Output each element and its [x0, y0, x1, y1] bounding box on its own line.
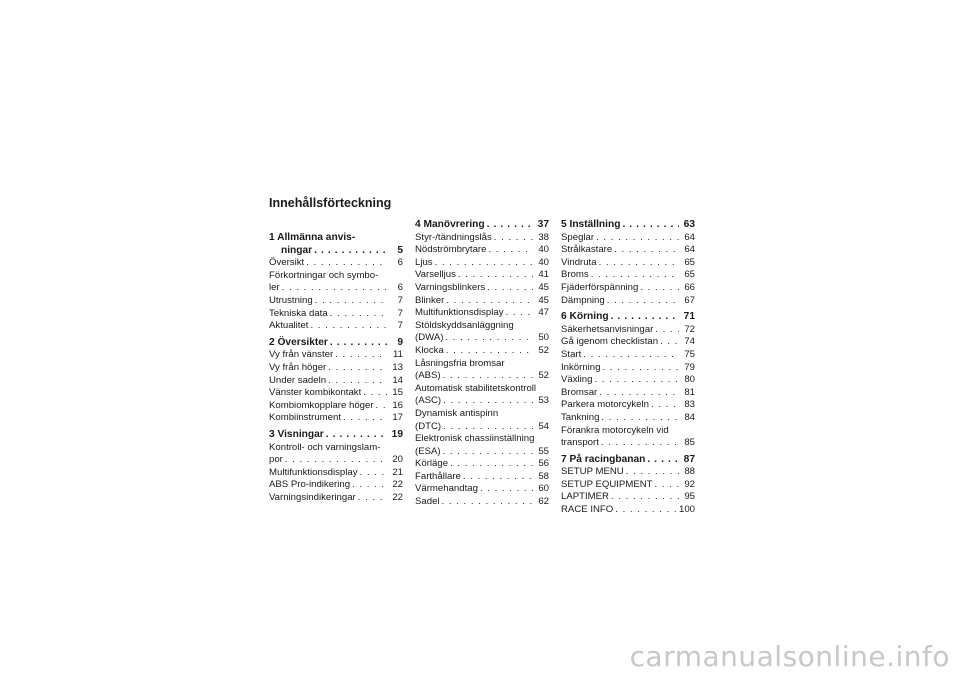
toc-column-1 [269, 232, 403, 504]
toc-entry-title: (DTC) [415, 420, 442, 432]
toc-page-number: 45 [538, 281, 549, 293]
toc-entry[interactable] [415, 269, 549, 282]
toc-entry-title: Varningsindikeringar [269, 491, 356, 503]
dot-leader [285, 454, 387, 467]
toc-entry-title-line: Kontroll- och varningslam- [269, 441, 381, 453]
dot-leader [335, 349, 387, 362]
watermark: carmanualsonline.info [629, 640, 950, 673]
toc-page-number: 66 [684, 281, 695, 293]
toc-page-number: 45 [538, 294, 549, 306]
toc-entry[interactable] [561, 282, 695, 295]
toc-entry[interactable] [561, 349, 695, 362]
toc-entry-title-line: Dynamisk antispinn [415, 407, 499, 419]
toc-entry[interactable] [561, 324, 695, 337]
toc-page-number: 84 [684, 411, 695, 423]
toc-entry-title: Parkera motorcykeln [561, 399, 649, 411]
dot-leader [601, 412, 679, 425]
toc-entry[interactable] [415, 307, 549, 320]
toc-page-number: 40 [538, 244, 549, 256]
toc-page-number: 6 [397, 257, 403, 269]
toc-entry[interactable] [415, 496, 549, 509]
dot-leader [446, 345, 533, 358]
toc-page-number: 15 [392, 387, 403, 399]
toc-page-number: 63 [683, 219, 695, 230]
dot-leader [626, 466, 679, 479]
toc-entry[interactable] [561, 466, 695, 479]
toc-page-number: 5 [397, 244, 403, 256]
toc-entry[interactable] [415, 433, 549, 458]
toc-entry[interactable] [415, 483, 549, 496]
toc-page-number: 41 [538, 269, 549, 281]
toc-page-number: 85 [684, 437, 695, 449]
dot-leader [647, 454, 679, 467]
toc-page-number: 54 [538, 420, 549, 432]
toc-entry-title: Ljus [415, 256, 433, 268]
dot-leader [480, 483, 533, 496]
toc-page-number: 14 [392, 374, 403, 386]
toc-page-number: 50 [538, 332, 549, 344]
dot-leader [314, 245, 387, 258]
toc-page-number: 62 [538, 496, 549, 508]
toc-page-number: 13 [392, 361, 403, 373]
toc-entry-title: Farthållare [415, 470, 461, 482]
dot-leader [352, 479, 387, 492]
toc-entry-title: Multifunktionsdisplay [269, 466, 358, 478]
toc-page-number: 71 [683, 311, 695, 323]
dot-leader [583, 349, 679, 362]
dot-leader [328, 362, 387, 375]
toc-page-number: 37 [537, 219, 549, 230]
toc-entry-title: Under sadeln [269, 374, 327, 386]
toc-entry-title: Styr-/tändningslås [415, 231, 492, 243]
toc-page-number: 11 [393, 349, 403, 361]
toc-entry[interactable] [415, 295, 549, 308]
toc-entry-title: 2 Översikter [269, 336, 328, 348]
toc-entry-title-line: Förkortningar och symbo- [269, 269, 379, 281]
dot-leader [435, 257, 533, 270]
dot-leader [358, 492, 387, 505]
dot-leader [611, 311, 679, 324]
toc-entry[interactable] [269, 479, 403, 492]
toc-entry-title: Aktualitet [269, 320, 309, 332]
toc-entry[interactable] [561, 399, 695, 412]
page-title: Innehållsförteckning [269, 196, 392, 210]
toc-entry[interactable] [561, 362, 695, 375]
toc-entry-title: ningar [281, 244, 313, 256]
toc-entry-title: transport [561, 437, 599, 449]
toc-entry-title: Vy från höger [269, 361, 327, 373]
toc-entry[interactable] [269, 467, 403, 480]
toc-entry[interactable] [561, 269, 695, 282]
toc-entry[interactable] [415, 257, 549, 270]
toc-page-number: 6 [397, 282, 403, 294]
dot-leader [445, 332, 533, 345]
toc-entry[interactable] [269, 387, 403, 400]
dot-leader [622, 219, 679, 232]
dot-leader [607, 295, 679, 308]
toc-entry[interactable] [269, 349, 403, 362]
toc-entry-title: Säkerhetsanvisningar [561, 323, 654, 335]
toc-page-number: 75 [684, 348, 695, 360]
toc-page-number: 88 [684, 466, 695, 478]
toc-entry-title: Gå igenom checklistan [561, 336, 659, 348]
toc-entry-title: ler [269, 282, 280, 294]
toc-entry-title: 4 Manövrering [415, 219, 485, 230]
toc-entry[interactable] [561, 336, 695, 349]
toc-page-number: 38 [538, 231, 549, 243]
toc-entry[interactable] [561, 504, 695, 517]
toc-page-number: 21 [392, 466, 403, 478]
toc-entry-title: Broms [561, 269, 589, 281]
toc-page-number: 47 [538, 307, 549, 319]
toc-entry[interactable] [415, 383, 549, 408]
toc-page-number: 40 [538, 256, 549, 268]
dot-leader [282, 282, 387, 295]
dot-leader [615, 504, 677, 517]
toc-page-number: 58 [538, 470, 549, 482]
toc-page-number: 64 [684, 244, 695, 256]
toc-page-number: 7 [397, 307, 403, 319]
toc-entry-title: Tekniska data [269, 307, 328, 319]
toc-entry-title: Blinker [415, 294, 445, 306]
toc-entry[interactable] [415, 358, 549, 383]
toc-entry[interactable] [415, 244, 549, 257]
toc-page-number: 64 [684, 231, 695, 243]
dot-leader [602, 362, 679, 375]
toc-entry-title: Vänster kombikontakt [269, 387, 362, 399]
toc-page-number: 80 [684, 374, 695, 386]
toc-entry[interactable] [561, 374, 695, 387]
toc-page-number: 65 [684, 256, 695, 268]
toc-chapter[interactable] [415, 219, 549, 232]
toc-page-number: 9 [397, 336, 403, 348]
dot-leader [443, 395, 533, 408]
toc-entry-title-line: Stöldskyddsanläggning [415, 319, 514, 331]
toc-chapter[interactable] [269, 429, 403, 442]
toc-entry[interactable] [269, 492, 403, 505]
toc-entry-title: (ASC) [415, 395, 442, 407]
toc-chapter[interactable] [561, 454, 695, 467]
toc-page-number: 100 [678, 504, 695, 516]
toc-page-number: 17 [392, 412, 403, 424]
toc-entry[interactable] [561, 257, 695, 270]
dot-leader [310, 320, 387, 333]
toc-page-number: 83 [684, 399, 695, 411]
dot-leader [591, 269, 679, 282]
dot-leader [487, 219, 533, 232]
toc-entry-title: SETUP EQUIPMENT [561, 478, 653, 490]
toc-page-number: 55 [538, 445, 549, 457]
toc-entry-title: ABS Pro-indikering [269, 479, 351, 491]
dot-leader [376, 400, 387, 413]
dot-leader [596, 232, 679, 245]
toc-chapter[interactable] [561, 219, 695, 232]
toc-page-number: 65 [684, 269, 695, 281]
toc-entry-title: SETUP MENU [561, 466, 624, 478]
toc-page-number: 7 [397, 294, 403, 306]
toc-entry[interactable] [415, 458, 549, 471]
toc-entry-title: Inkörning [561, 361, 601, 373]
toc-entry-title: Strålkastare [561, 244, 613, 256]
dot-leader [611, 491, 679, 504]
dot-leader [326, 429, 387, 442]
toc-page-number: 81 [684, 386, 695, 398]
toc-entry-title: Varningsblinkers [415, 281, 486, 293]
dot-leader [614, 244, 679, 257]
dot-leader [594, 374, 679, 387]
dot-leader [343, 412, 387, 425]
toc-entry[interactable] [415, 282, 549, 295]
dot-leader [599, 387, 679, 400]
dot-leader [443, 421, 533, 434]
toc-column-2 [415, 219, 549, 509]
toc-chapter[interactable] [269, 337, 403, 350]
toc-entry-title: Kombiomkopplare höger [269, 399, 374, 411]
toc-page-number: 53 [538, 395, 549, 407]
toc-page-number: 79 [684, 361, 695, 373]
toc-entry[interactable] [269, 400, 403, 413]
dot-leader [363, 387, 387, 400]
toc-entry[interactable] [269, 362, 403, 375]
toc-entry-title: Nödströmbrytare [415, 244, 487, 256]
toc-entry-title: Dämpning [561, 294, 605, 306]
toc-entry-title: Fjäderförspänning [561, 281, 639, 293]
toc-entry-title: (ABS) [415, 370, 441, 382]
toc-entry-title: Kombiinstrument [269, 412, 341, 424]
toc-entry-title: 7 På racingbanan [561, 453, 646, 465]
toc-entry-title-line: Automatisk stabilitetskontroll [415, 382, 537, 394]
toc-entry[interactable] [269, 320, 403, 333]
dot-leader [487, 282, 533, 295]
toc-entry-title: Varselljus [415, 269, 456, 281]
toc-entry-title: 5 Inställning [561, 219, 621, 230]
toc-entry[interactable] [269, 442, 403, 467]
dot-leader [655, 324, 679, 337]
dot-leader [488, 244, 533, 257]
toc-page-number: 74 [684, 336, 695, 348]
toc-entry[interactable] [269, 295, 403, 308]
toc-entry[interactable] [561, 491, 695, 504]
toc-page-number: 20 [392, 454, 403, 466]
toc-entry-title: (DWA) [415, 332, 444, 344]
toc-entry-title: Sadel [415, 496, 440, 508]
toc-entry-title: Växling [561, 374, 593, 386]
toc-entry[interactable] [561, 295, 695, 308]
toc-column-3 [561, 219, 695, 517]
toc-entry-title: Utrustning [269, 294, 313, 306]
toc-entry-title: Bromsar [561, 386, 598, 398]
toc-entry-title: Översikt [269, 257, 305, 269]
toc-entry[interactable] [415, 408, 549, 433]
dot-leader [458, 269, 533, 282]
toc-page-number: 56 [538, 458, 549, 470]
dot-leader [442, 496, 533, 509]
dot-leader [599, 257, 679, 270]
toc-entry[interactable] [269, 257, 403, 270]
toc-page-number: 92 [684, 478, 695, 490]
toc-entry-title: RACE INFO [561, 504, 614, 516]
toc-entry[interactable] [269, 308, 403, 321]
dot-leader [494, 232, 533, 245]
toc-entry-title: Speglar [561, 231, 595, 243]
toc-entry[interactable] [415, 345, 549, 358]
toc-page-number: 16 [392, 399, 403, 411]
toc-entry-title: Start [561, 348, 582, 360]
dot-leader [655, 479, 679, 492]
toc-entry-title-line: Låsningsfria bromsar [415, 357, 505, 369]
dot-leader [360, 467, 387, 480]
toc-entry-title-line: Elektronisk chassiinställning [415, 433, 535, 445]
dot-leader [328, 375, 387, 388]
toc-entry-title: Vy från vänster [269, 349, 334, 361]
dot-leader [463, 471, 533, 484]
toc-page-number: 7 [397, 320, 403, 332]
dot-leader [330, 337, 387, 350]
toc-page-number: 87 [683, 453, 695, 465]
toc-entry-title: Tankning [561, 411, 600, 423]
dot-leader [443, 370, 533, 383]
dot-leader [330, 308, 387, 321]
toc-entry[interactable] [269, 375, 403, 388]
toc-entry[interactable] [415, 320, 549, 345]
toc-entry-title: Multifunktionsdisplay [415, 307, 504, 319]
toc-chapter[interactable] [561, 311, 695, 324]
toc-page-number: 60 [538, 483, 549, 495]
toc-entry[interactable] [269, 412, 403, 425]
toc-entry-title-line: 1 Allmänna anvis- [269, 232, 356, 243]
dot-leader [315, 295, 387, 308]
toc-page-number: 22 [392, 479, 403, 491]
toc-entry[interactable] [561, 412, 695, 425]
toc-page-number: 52 [538, 370, 549, 382]
dot-leader [660, 336, 679, 349]
toc-entry[interactable] [415, 232, 549, 245]
dot-leader [306, 257, 387, 270]
toc-entry[interactable] [561, 244, 695, 257]
toc-entry-title: por [269, 454, 283, 466]
toc-entry-title-line: Förankra motorcykeln vid [561, 424, 669, 436]
toc-entry-title: Värmehandtag [415, 483, 478, 495]
toc-entry-title: (ESA) [415, 445, 441, 457]
dot-leader [651, 399, 679, 412]
toc-chapter[interactable] [269, 232, 403, 257]
toc-entry[interactable] [269, 270, 403, 295]
dot-leader [506, 307, 533, 320]
toc-entry-title: 3 Visningar [269, 428, 324, 440]
dot-leader [640, 282, 679, 295]
toc-page-number: 19 [391, 428, 403, 440]
dot-leader [443, 446, 533, 459]
toc-page-number: 22 [392, 491, 403, 503]
toc-page-number: 52 [538, 344, 549, 356]
toc-entry[interactable] [561, 425, 695, 450]
toc-entry[interactable] [561, 232, 695, 245]
toc-page-number: 67 [684, 294, 695, 306]
toc-entry-title: Vindruta [561, 256, 597, 268]
dot-leader [446, 295, 533, 308]
toc-entry-title: LAPTIMER [561, 491, 609, 503]
toc-page-number: 95 [684, 491, 695, 503]
toc-entry-title: Klocka [415, 344, 444, 356]
toc-page-number: 72 [684, 323, 695, 335]
toc-entry-title: 6 Körning [561, 311, 609, 323]
dot-leader [450, 458, 533, 471]
toc-entry-title: Körläge [415, 458, 449, 470]
toc-entry[interactable] [415, 471, 549, 484]
toc-entry[interactable] [561, 479, 695, 492]
toc-entry[interactable] [561, 387, 695, 400]
dot-leader [601, 437, 679, 450]
